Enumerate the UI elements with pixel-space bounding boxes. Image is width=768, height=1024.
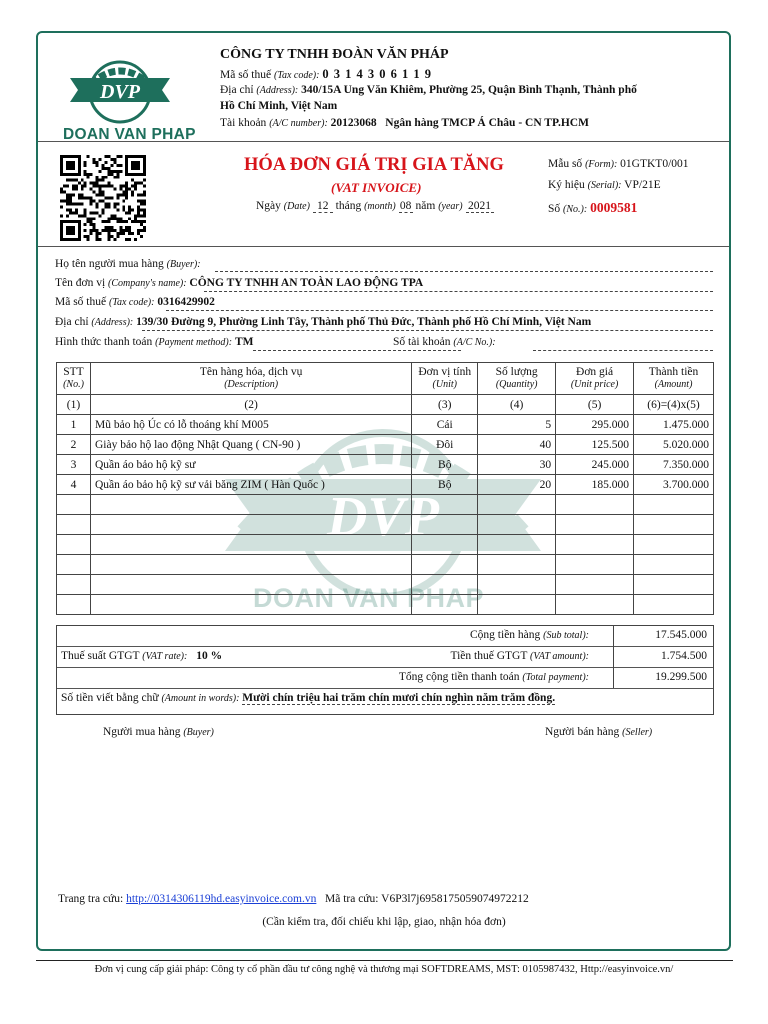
table-row-empty [57,555,714,575]
table-cell-price: 245.000 [556,455,634,475]
vat-amount-label: Tiền thuế GTGT (VAT amount): [450,650,589,662]
items-table [56,362,714,615]
lookup-code: V6P3l7j6958175059074972212 [381,893,529,905]
table-row-empty [57,535,714,555]
table-index-row [57,395,714,415]
table-row [57,435,714,455]
amount-words: Mười chín triệu hai trăm chín mươi chín nghìn năm trăm đồng. [242,692,556,704]
subtotal-value: 17.545.000 [655,629,707,641]
table-header-row [57,363,714,395]
table-cell-no: 3 [57,455,91,475]
buyer-payment: TM [234,336,254,348]
svg-text:DVP: DVP [100,81,140,103]
table-header-cell: Đơn giá (Unit price) [556,363,634,395]
table-row-empty [57,515,714,535]
lookup-link[interactable]: http://0314306119hd.easyinvoice.com.vn [126,893,317,905]
table-cell-qty: 30 [478,455,556,475]
table-cell-desc: Giày bảo hộ lao động Nhật Quang ( CN-90 ) [90,435,411,455]
table-row [57,415,714,435]
buyer-payment-row: Hình thức thanh toán (Payment method): TM [55,336,254,348]
invoice-serial-row: Ký hiệu (Serial): VP/21E [548,179,661,191]
company-tax-code: 0 3 1 4 3 0 6 1 1 9 [322,67,432,81]
table-cell-price: 125.500 [556,435,634,455]
company-name: CÔNG TY TNHH ĐOÀN VĂN PHÁP [220,47,449,62]
table-index-cell: (4) [478,395,556,415]
company-account-row: Tài khoản (A/C number): 20123068 Ngân hàng TMCP Á Châu - CN TP.HCM [220,117,589,129]
invoice-year: 2021 [466,200,494,213]
table-cell-no: 4 [57,475,91,495]
table-index-cell: (1) [57,395,91,415]
table-index-cell: (2) [90,395,411,415]
table-cell-price: 295.000 [556,415,634,435]
buyer-account-row: Số tài khoản (A/C No.): [393,336,496,348]
invoice-number-row: Số (No.): 0009581 [548,200,638,215]
table-header-cell: Đơn vị tính (Unit) [412,363,478,395]
table-row-empty [57,495,714,515]
subtotal-label: Cộng tiền hàng (Sub total): [470,629,589,641]
seller-signature-label: Người bán hàng (Seller) [545,726,653,738]
table-cell-desc: Mũ bảo hộ Úc có lỗ thoáng khí M005 [90,415,411,435]
table-row [57,475,714,495]
vat-rate-row: Thuế suất GTGT (VAT rate): 10 % [61,650,223,662]
total-label: Tổng cộng tiền thanh toán (Total payment): [398,671,589,683]
header-divider [38,141,729,142]
company-address-line2: Hồ Chí Minh, Việt Nam [220,100,338,112]
table-cell-qty: 20 [478,475,556,495]
qr-code-icon [59,155,147,241]
table-cell-no: 2 [57,435,91,455]
table-header-cell: STT (No.) [57,363,91,395]
invoice-form: 01GTKT0/001 [620,158,689,170]
title-divider [38,246,729,247]
buyer-address: 139/30 Đường 9, Phường Linh Tây, Thành phố Thủ Đức, Thành phố Hồ Chí Minh, Việt Nam [136,316,592,328]
footer-note: (Cần kiểm tra, đối chiếu khi lập, giao, nhận hóa đơn) [262,916,506,928]
company-logo-icon [64,52,176,124]
total-value: 19.299.500 [655,671,707,683]
table-cell-amount: 1.475.000 [634,415,714,435]
company-address-row: Địa chỉ (Address): 340/15A Ung Văn Khiêm, Phường 25, Quận Bình Thạnh, Thành phố [220,84,637,96]
table-header-cell: Thành tiền (Amount) [634,363,714,395]
invoice-title: HÓA ĐƠN GIÁ TRỊ GIA TĂNG [244,155,504,175]
buyer-tax-code: 0316429902 [157,296,215,308]
watermark-text: DOAN VAN PHAP [253,583,485,613]
buyer-company: CÔNG TY TNHH AN TOÀN LAO ĐỘNG TPA [189,277,424,289]
table-row-empty [57,575,714,595]
table-cell-unit: Bộ [412,475,478,495]
invoice-number: 0009581 [590,200,638,215]
table-cell-desc: Quần áo bảo hộ kỹ sư [90,455,411,475]
table-cell-qty: 5 [478,415,556,435]
logo-text: DOAN VAN PHAP [63,126,196,143]
table-cell-unit: Cái [412,415,478,435]
invoice-month: 08 [399,200,412,212]
svg-text:DVP: DVP [327,486,439,548]
table-index-cell: (3) [412,395,478,415]
buyer-signature-label: Người mua hàng (Buyer) [103,726,214,738]
table-row [57,455,714,475]
table-header-cell: Tên hàng hóa, dịch vụ (Description) [90,363,411,395]
invoice-day: 12 [313,200,333,213]
buyer-company-row: Tên đơn vị (Company's name): CÔNG TY TNHH AN TOÀN LAO ĐỘNG TPA [55,277,424,289]
invoice-serial: VP/21E [624,179,661,191]
invoice-title-en: (VAT INVOICE) [331,180,422,195]
amount-words-row: Số tiền viết bằng chữ (Amount in words): Mười chín triệu hai trăm chín mươi chín nghìn năm trăm đồng. [61,692,556,704]
buyer-name-row: Họ tên người mua hàng (Buyer): [55,258,201,270]
buyer-address-row: Địa chỉ (Address): 139/30 Đường 9, Phường Linh Tây, Thành phố Thủ Đức, Thành phố Hồ Chí Minh, Việt Nam [55,316,592,328]
table-cell-amount: 3.700.000 [634,475,714,495]
invoice-date-row: Ngày (Date) 12 tháng (month) 08 năm (year) 2021 [256,200,494,213]
table-row-empty [57,595,714,615]
vat-amount-value: 1.754.500 [661,650,707,662]
table-cell-amount: 7.350.000 [634,455,714,475]
table-cell-qty: 40 [478,435,556,455]
lookup-row: Trang tra cứu: http://0314306119hd.easyinvoice.com.vn Mã tra cứu: V6P3l7j6958175059074972212 [58,893,529,905]
table-cell-amount: 5.020.000 [634,435,714,455]
table-cell-price: 185.000 [556,475,634,495]
table-index-cell: (5) [556,395,634,415]
totals-box [56,625,714,715]
buyer-tax-row: Mã số thuế (Tax code): 0316429902 [55,296,215,308]
company-tax-row: Mã số thuế (Tax code): 0 3 1 4 3 0 6 1 1 9 [220,67,432,81]
table-cell-desc: Quần áo bảo hộ kỹ sư vải băng ZIM ( Hàn Quốc ) [90,475,411,495]
table-cell-no: 1 [57,415,91,435]
table-cell-unit: Bộ [412,455,478,475]
table-header-cell: Số lượng (Quantity) [478,363,556,395]
invoice-form-row: Mẫu số (Form): 01GTKT0/001 [548,158,689,170]
vat-rate: 10 % [196,650,223,662]
table-cell-unit: Đôi [412,435,478,455]
provider-line: Đơn vị cung cấp giải pháp: Công ty cổ phần đầu tư công nghệ và thương mại SOFTDREAMS, MST: 0105987432, Http://easyinvoice.vn/ [94,964,674,975]
table-index-cell: (6)=(4)x(5) [634,395,714,415]
